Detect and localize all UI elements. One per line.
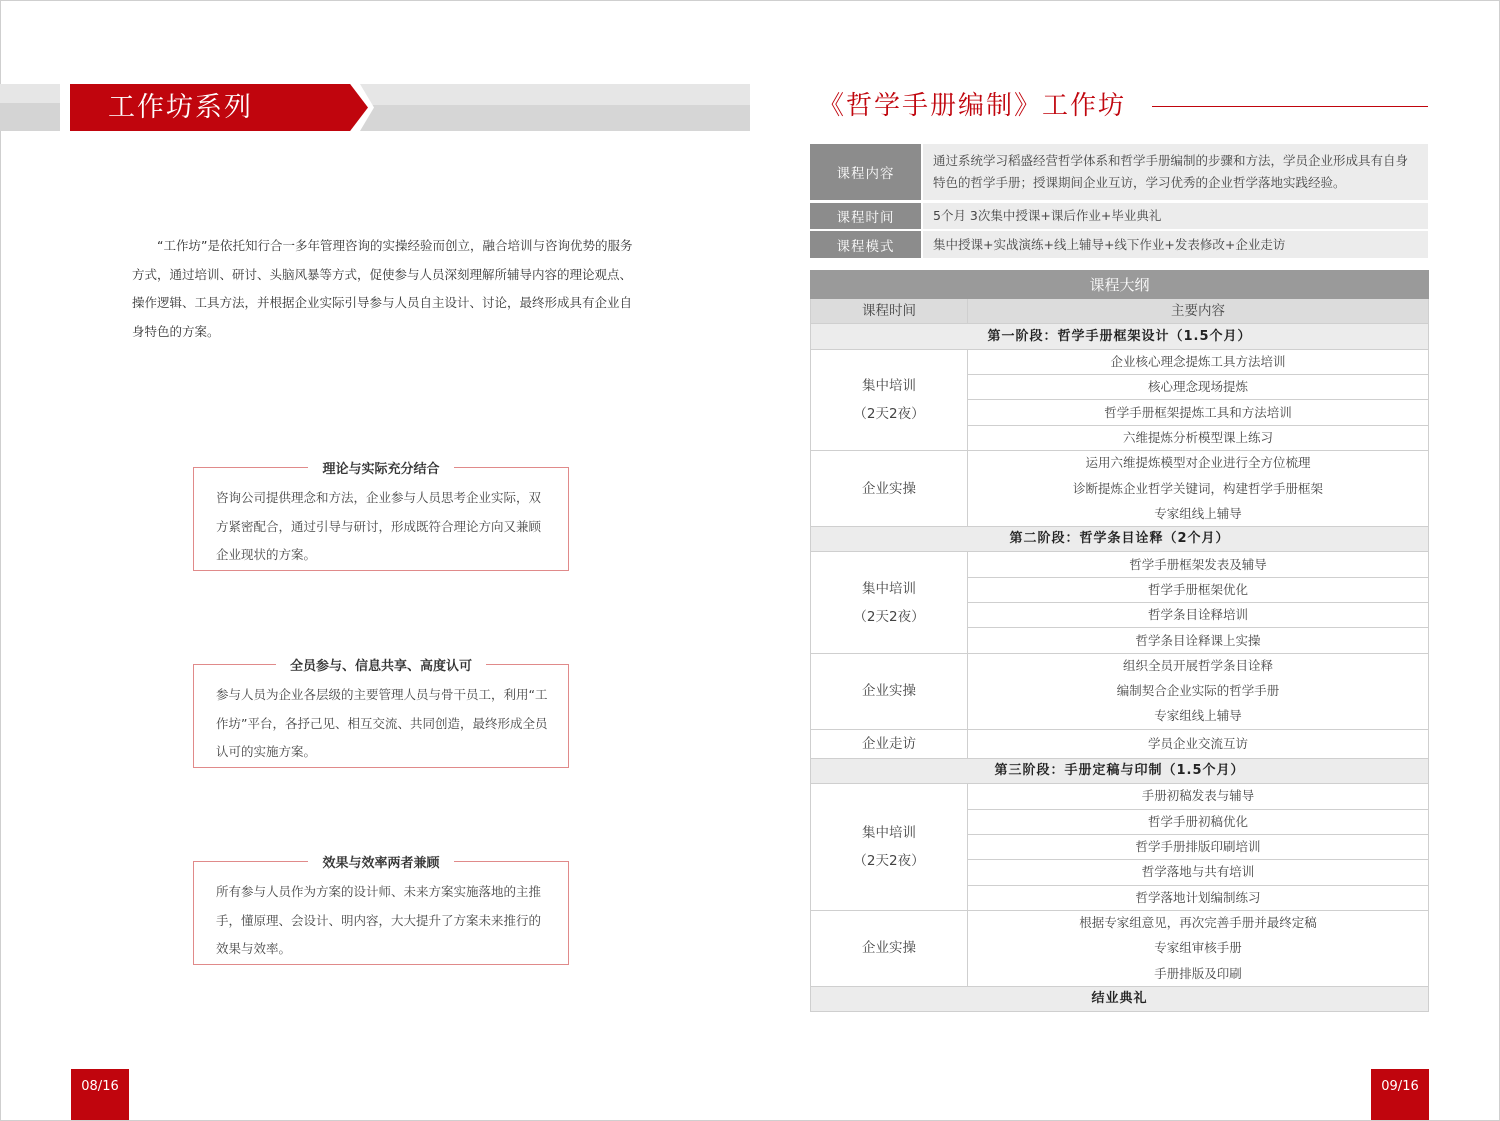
syllabus-row xyxy=(811,910,1429,935)
info-label: 课程内容 xyxy=(810,144,921,200)
stage-row xyxy=(811,527,1429,552)
info-row-content xyxy=(810,144,1428,200)
feature-text: 参与人员为企业各层级的主要管理人员与骨干员工，利用“工作坊”平台，各抒己见、相互交流、共同创造，最终形成全员认可的实施方案。 xyxy=(216,687,548,759)
title-rule xyxy=(1152,106,1428,107)
feature-title: 全员参与、信息共享、高度认可 xyxy=(276,659,486,674)
closing-ceremony: 结业典礼 xyxy=(811,986,1429,1011)
category-label: 企业实操 xyxy=(862,683,916,700)
info-row-time xyxy=(810,203,1428,229)
syllabus-row xyxy=(811,451,1429,476)
content-item: 哲学手册框架发表及辅导 xyxy=(968,552,1429,577)
info-value: 集中授课+实战演练+线上辅导+线下作业+发表修改+企业走访 xyxy=(923,231,1428,258)
content-item: 哲学条目诠释培训 xyxy=(968,603,1429,628)
syllabus-row xyxy=(811,784,1429,809)
intro-paragraph: “工作坊”是依托知行合一多年管理咨询的实操经验而创立，融合培训与咨询优势的服务方式，通过培训、研讨、头脑风暴等方式，促使参与人员深刻理解所辅导内容的理论观点、操作逻辑、工具方法，并根据企业实际引导参与人员自主设计、讨论，最终形成具有企业自身特色的方案。 xyxy=(132,238,633,339)
content-item: 哲学手册框架优化 xyxy=(968,577,1429,602)
feature-text: 咨询公司提供理念和方法，企业参与人员思考企业实际，双方紧密配合，通过引导与研讨，形成既符合理论方向又兼顾企业现状的方案。 xyxy=(216,490,542,562)
stage-title: 第三阶段：手册定稿与印制（1.5个月） xyxy=(811,758,1429,783)
category-cell xyxy=(811,910,968,986)
category-label: 集中培训 xyxy=(862,825,916,842)
syllabus-row xyxy=(811,653,1429,678)
info-value: 通过系统学习稻盛经营哲学体系和哲学手册编制的步骤和方法，学员企业形成具有自身特色的哲学手册；授课期间企业互访，学习优秀的企业哲学落地实践经验。 xyxy=(923,144,1428,200)
syllabus-title: 课程大纲 xyxy=(811,271,1429,299)
feature-title: 效果与效率两者兼顾 xyxy=(308,856,453,871)
info-label: 课程时间 xyxy=(810,203,921,229)
feature-box-1 xyxy=(193,462,569,571)
content-item: 哲学落地计划编制练习 xyxy=(968,885,1429,910)
content-item: 哲学手册框架提炼工具和方法培训 xyxy=(968,400,1429,425)
stage-row xyxy=(811,758,1429,783)
info-row-mode xyxy=(810,231,1428,258)
content-item: 六维提炼分析模型课上练习 xyxy=(968,425,1429,450)
category-label: 企业实操 xyxy=(862,940,916,957)
feature-text: 所有参与人员作为方案的设计师、未来方案实施落地的主推手，懂原理、会设计、明内容，大大提升了方案未来推行的效果与效率。 xyxy=(216,884,542,956)
content-item: 学员企业交流互访 xyxy=(968,729,1429,758)
content-item: 企业核心理念提炼工具方法培训 xyxy=(968,349,1429,374)
content-item: 编制契合企业实际的哲学手册 xyxy=(968,679,1429,704)
syllabus-row xyxy=(811,349,1429,374)
category-label: 企业走访 xyxy=(862,735,916,752)
category-label: 集中培训 xyxy=(862,377,916,394)
syllabus-title-row xyxy=(811,271,1429,299)
content-item: 核心理念现场提炼 xyxy=(968,375,1429,400)
col-header-time: 课程时间 xyxy=(811,299,968,324)
stage-title: 第二阶段：哲学条目诠释（2个月） xyxy=(811,527,1429,552)
category-cell xyxy=(811,729,968,758)
page-number-right: 09/16 xyxy=(1371,1069,1429,1120)
stage-title: 第一阶段：哲学手册框架设计（1.5个月） xyxy=(811,324,1429,349)
category-label: 企业实操 xyxy=(862,480,916,497)
content-item: 哲学手册排版印刷培训 xyxy=(968,834,1429,859)
category-cell xyxy=(811,784,968,911)
syllabus-row xyxy=(811,729,1429,758)
banner-title: 工作坊系列 xyxy=(108,92,253,123)
category-duration: （2天2夜） xyxy=(853,608,925,625)
closing-row xyxy=(811,986,1429,1011)
content-item: 手册初稿发表与辅导 xyxy=(968,784,1429,809)
syllabus-row xyxy=(811,552,1429,577)
content-item: 组织全员开展哲学条目诠释 xyxy=(968,653,1429,678)
category-cell xyxy=(811,349,968,450)
content-item: 诊断提炼企业哲学关键词，构建哲学手册框架 xyxy=(968,476,1429,501)
content-item: 运用六维提炼模型对企业进行全方位梳理 xyxy=(968,451,1429,476)
content-item: 专家组线上辅导 xyxy=(968,501,1429,526)
banner-gray-left xyxy=(0,84,60,131)
category-cell xyxy=(811,552,968,653)
stage-row xyxy=(811,324,1429,349)
content-item: 专家组线上辅导 xyxy=(968,704,1429,729)
category-cell xyxy=(811,451,968,527)
content-item: 专家组审核手册 xyxy=(968,936,1429,961)
info-label: 课程模式 xyxy=(810,231,921,258)
content-item: 根据专家组意见，再次完善手册并最终定稿 xyxy=(968,910,1429,935)
category-duration: （2天2夜） xyxy=(853,853,925,870)
content-item: 哲学条目诠释课上实操 xyxy=(968,628,1429,653)
feature-box-2 xyxy=(193,659,569,768)
page-number-left: 08/16 xyxy=(71,1069,129,1120)
syllabus-table xyxy=(810,270,1429,1012)
col-header-content: 主要内容 xyxy=(968,299,1429,324)
info-value: 5个月 3次集中授课+课后作业+毕业典礼 xyxy=(923,203,1428,229)
category-cell xyxy=(811,653,968,729)
content-item: 哲学落地与共有培训 xyxy=(968,860,1429,885)
workshop-title: 《哲学手册编制》工作坊 xyxy=(818,91,1127,121)
content-item: 哲学手册初稿优化 xyxy=(968,809,1429,834)
content-item: 手册排版及印刷 xyxy=(968,961,1429,986)
category-label: 集中培训 xyxy=(862,580,916,597)
feature-box-3 xyxy=(193,856,569,965)
category-duration: （2天2夜） xyxy=(853,405,925,422)
feature-title: 理论与实际充分结合 xyxy=(308,462,453,477)
banner-gray-right xyxy=(360,84,750,131)
syllabus-column-header xyxy=(811,299,1429,324)
